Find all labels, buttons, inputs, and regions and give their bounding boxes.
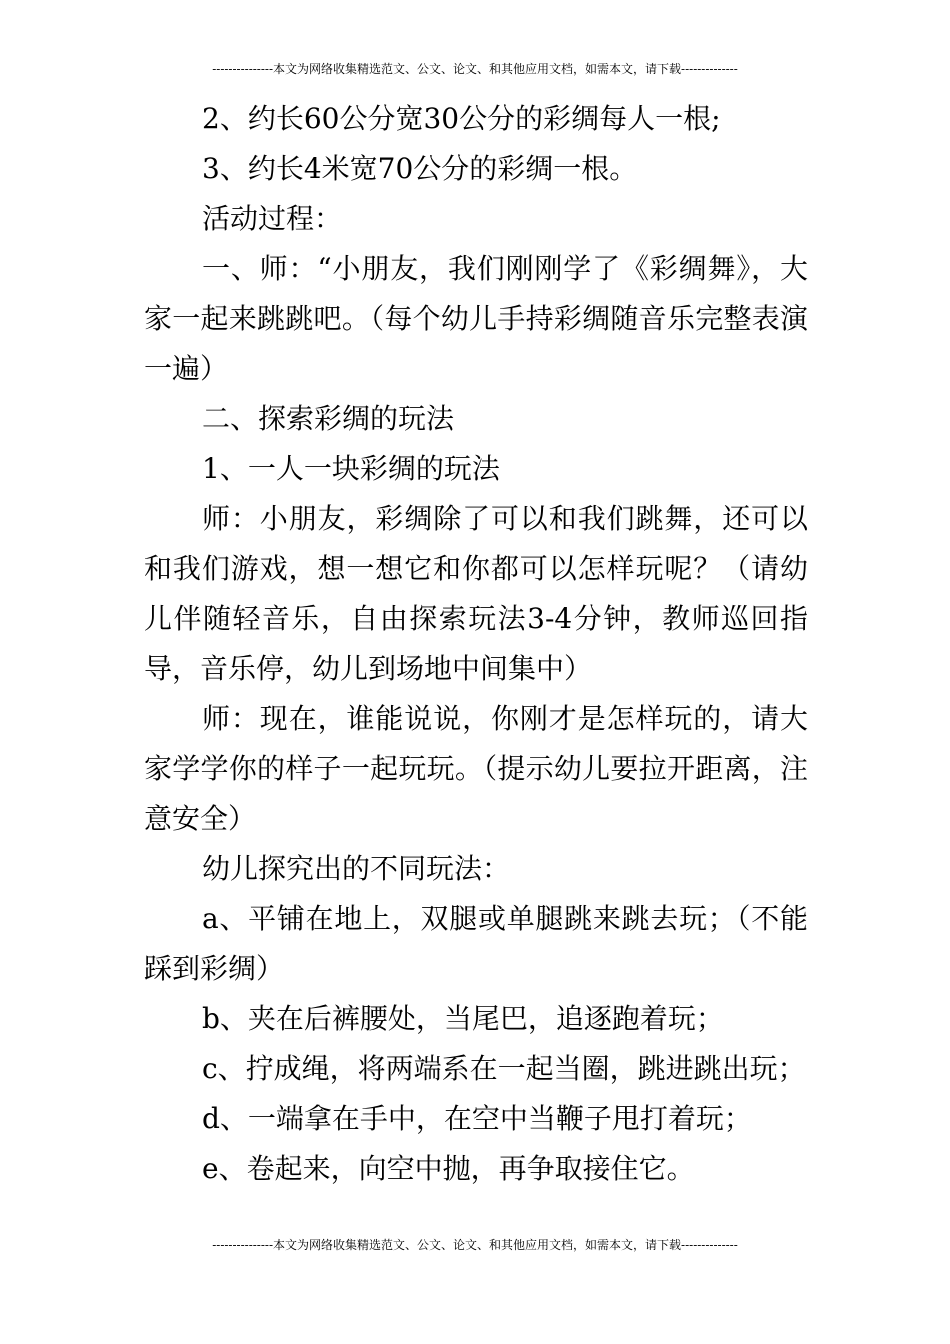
- paragraph-activity-process-heading: 活动过程：: [202, 202, 343, 235]
- page-header: ---------------本文为网络收集精选范文、公文、论文、和其他应用文档，如需本文，请下载--------------: [212, 62, 738, 76]
- paragraph-method-a: a、平铺在地上，双腿或单腿跳来跳去玩；（不能踩到彩绸）: [144, 902, 808, 985]
- paragraph-material-3: 3、约长4米宽70公分的彩绸一根。: [202, 152, 638, 185]
- paragraph-substep-1-heading: 1、一人一块彩绸的玩法: [202, 452, 500, 485]
- paragraph-method-b: b、夹在后裤腰处，当尾巴，追逐跑着玩；: [202, 1002, 724, 1035]
- paragraph-material-2: 2、约长60公分宽30公分的彩绸每人一根;: [202, 102, 721, 135]
- paragraph-method-e: e、卷起来，向空中抛，再争取接住它。: [202, 1152, 695, 1185]
- paragraph-step-two-heading: 二、探索彩绸的玩法: [202, 402, 455, 435]
- paragraph-method-d: d、一端拿在手中，在空中当鞭子甩打着玩；: [202, 1102, 752, 1135]
- paragraph-step-one: 一、师：“小朋友，我们刚刚学了《彩绸舞》，大家一起来跳跳吧。（每个幼儿手持彩绸随音乐完整表演一遍）: [144, 252, 808, 385]
- paragraph-teacher-prompt-1: 师：小朋友，彩绸除了可以和我们跳舞，还可以和我们游戏，想一想它和你都可以怎样玩呢？（请幼儿伴随轻音乐，自由探索玩法3-4分钟，教师巡回指导，音乐停，幼儿到场地中间集中）: [144, 502, 808, 685]
- page-footer: ---------------本文为网络收集精选范文、公文、论文、和其他应用文档，如需本文，请下载--------------: [212, 1238, 738, 1252]
- paragraph-teacher-prompt-2: 师：现在，谁能说说，你刚才是怎样玩的，请大家学学你的样子一起玩玩。（提示幼儿要拉开距离，注意安全）: [144, 702, 808, 835]
- document-body: [144, 94, 808, 1194]
- paragraph-method-c: c、拧成绳，将两端系在一起当圈，跳进跳出玩；: [202, 1052, 806, 1085]
- paragraph-methods-heading: 幼儿探究出的不同玩法：: [202, 852, 511, 885]
